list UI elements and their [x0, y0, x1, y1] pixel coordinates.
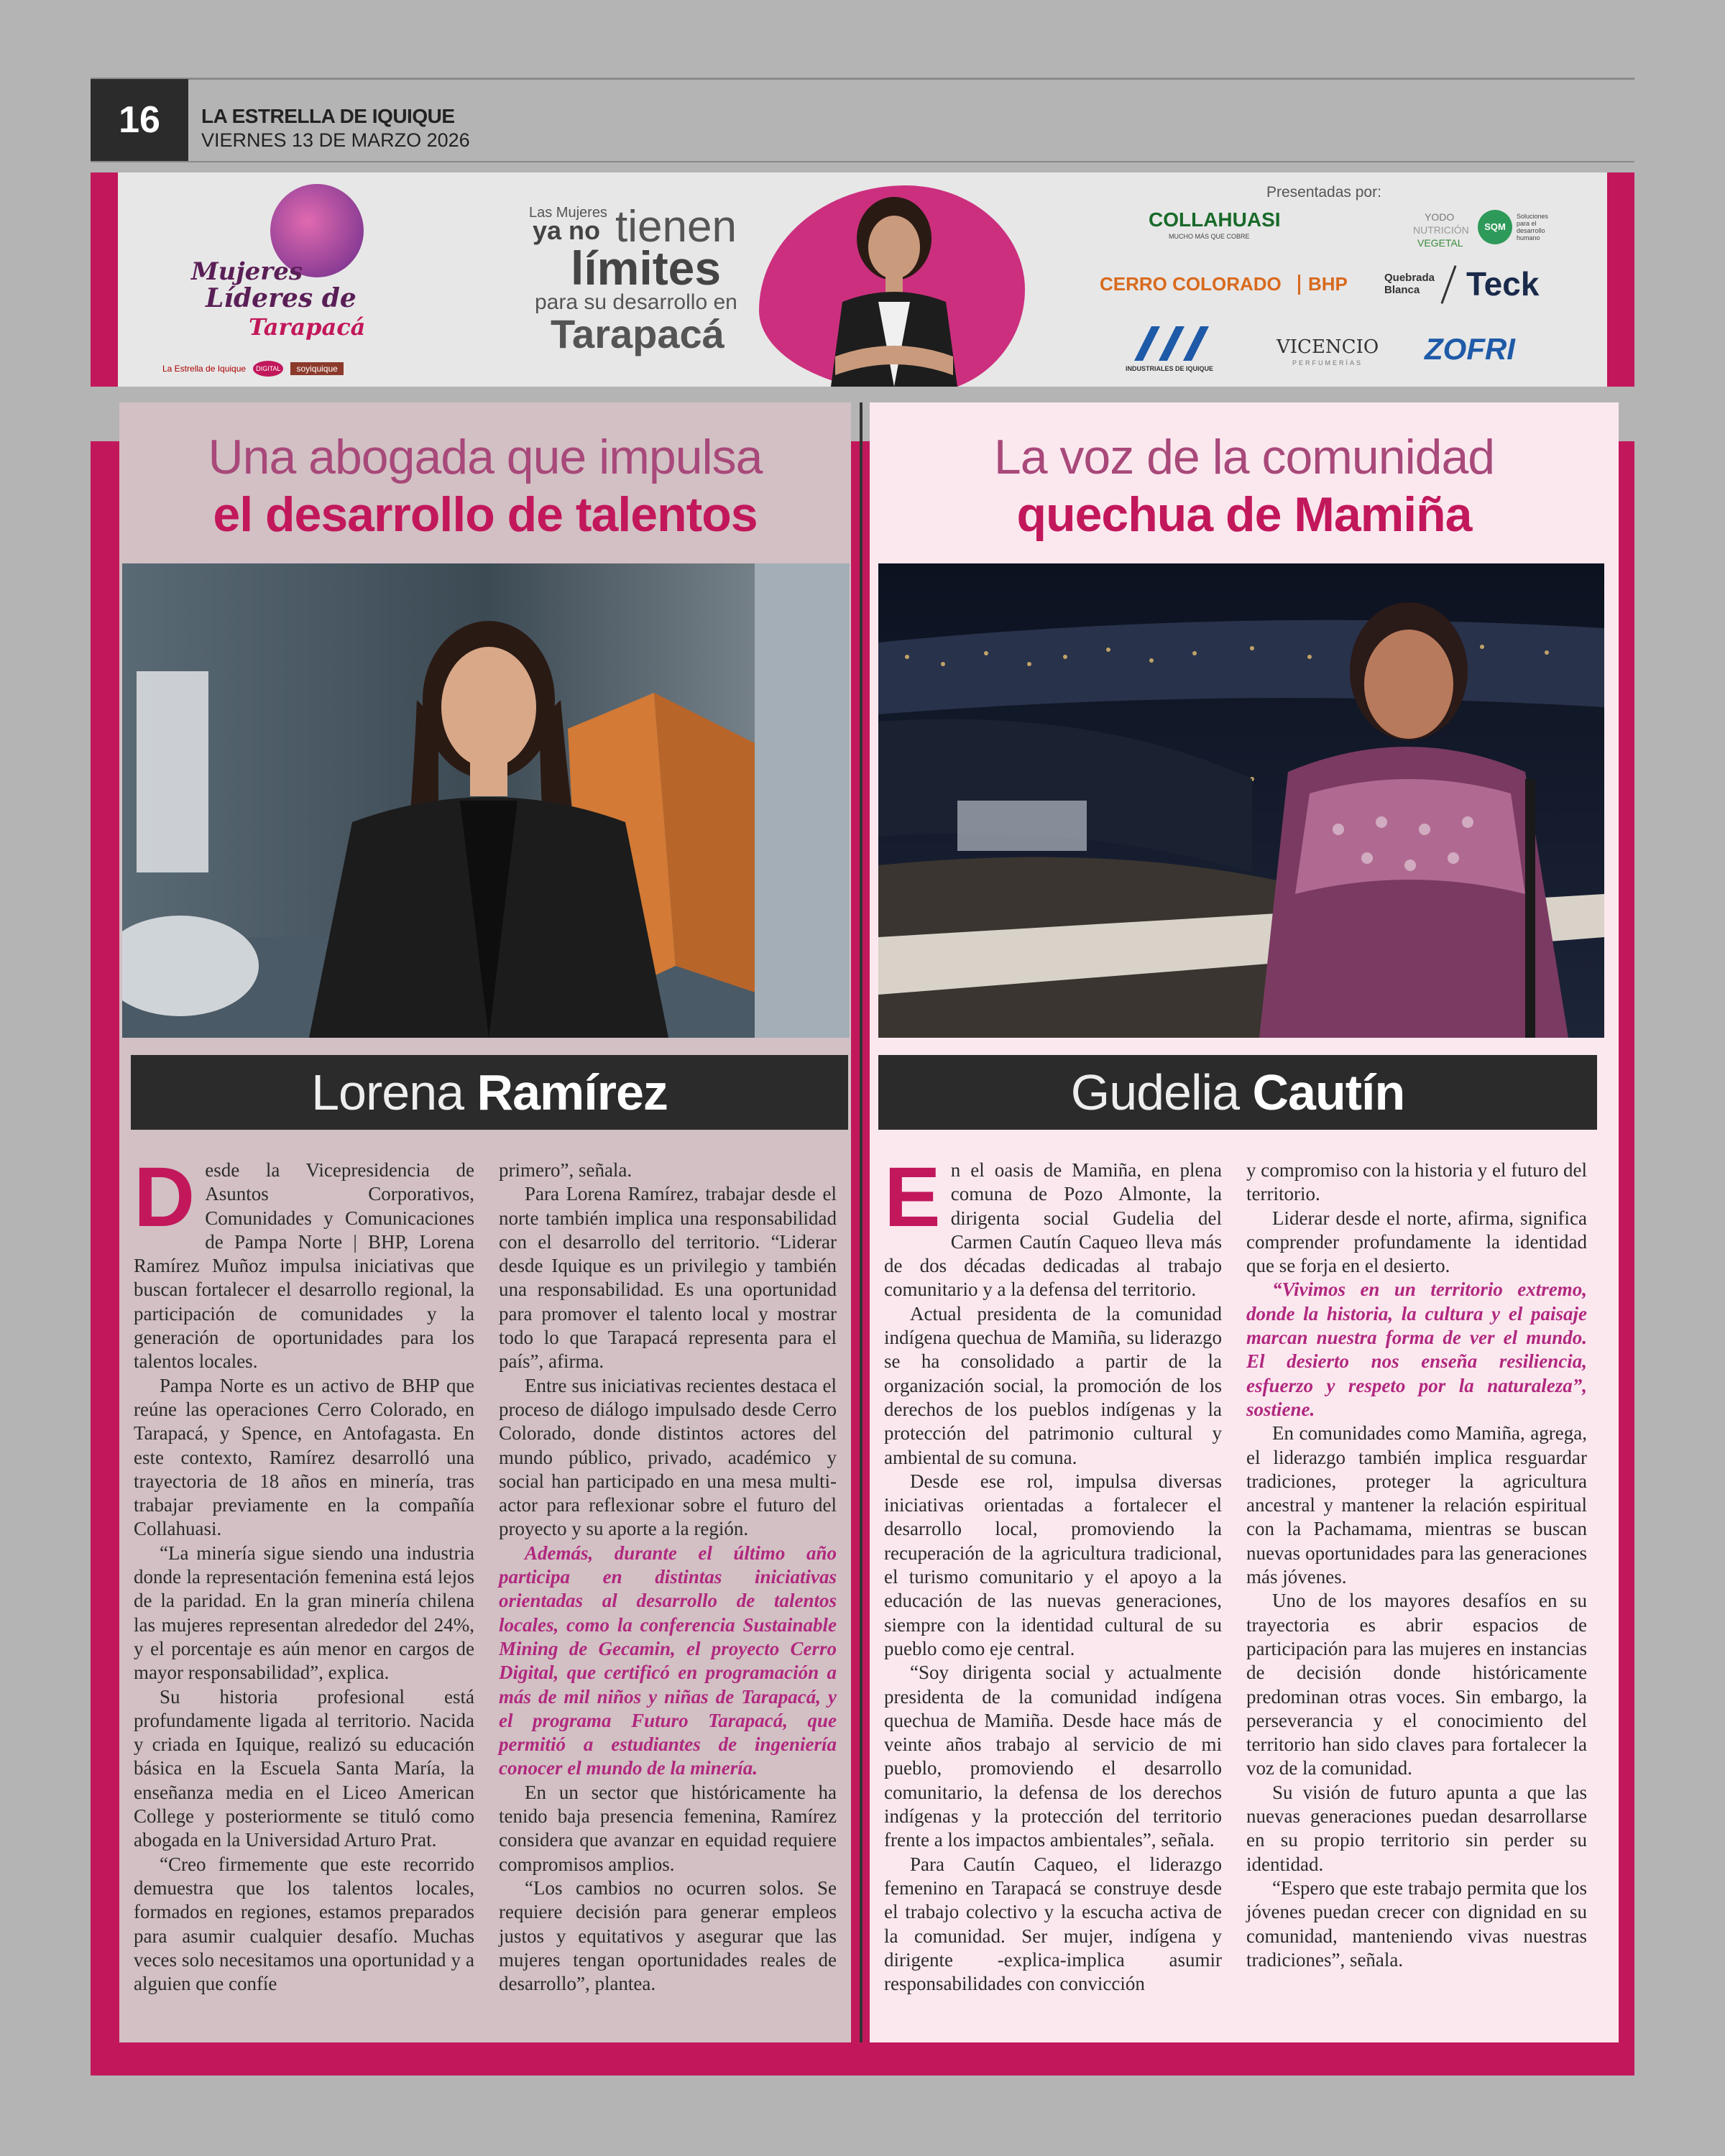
sponsor-collahuasi-tagline: MUCHO MÁS QUE COBRE	[1169, 233, 1250, 240]
sponsor-teck-logo: Teck	[1466, 265, 1540, 303]
paragraph: Uno de los mayores desafíos en su trayectoria es abrir espacios de participación para las mujeres en instancias de decisión donde históricamente predominan otras voces. Sin embargo, la perseverancia y el conocimiento del territorio han sido claves para fortalecer la voz de la comunidad.	[1246, 1590, 1587, 1779]
paragraph: Su historia profesional está profundamente ligada al territorio. Nacida y criada en Iquique, realizó su educación básica en la Escuela Santa María, la enseñanza media en el Liceo American College y posteriormente se tituló como abogada en la Universidad Arturo Prat.	[134, 1685, 474, 1851]
highlighted-paragraph: “Vivimos en un territorio extremo, donde la historia, la cultura y el paisaje marcan nuestra forma de ver el mundo. El desierto nos enseña resiliencia, esfuerzo y respeto por la naturaleza”, sostiene.	[1246, 1279, 1587, 1420]
sponsor-quebrada-blanca: Quebrada Blanca	[1384, 272, 1435, 296]
paragraph: Para Cautín Caqueo, el liderazgo femenino en Tarapacá se construye desde el trabajo colectivo y la escucha activa de la comunidad. Ser mujer, indígena y dirigente -explica-implica asumir responsabilidades con convicción	[884, 1853, 1222, 1995]
sponsor-industriales-label: INDUSTRIALES DE IQUIQUE	[1126, 365, 1214, 372]
sponsor-nutricion: NUTRICIÓN	[1413, 224, 1469, 236]
logo-text-line2: Líderes de	[206, 283, 356, 313]
logo-text-line1: Mujeres	[191, 257, 303, 286]
sponsors-heading: Presentadas por:	[1266, 184, 1381, 201]
right-name-bar	[878, 1055, 1597, 1130]
paragraph: Liderar desde el norte, afirma, significa comprender profundamente la identidad que se forja en el desierto.	[1246, 1207, 1587, 1277]
sponsor-sqm-logo: SQM	[1478, 210, 1512, 244]
paragraph: Para Lorena Ramírez, trabajar desde el norte también implica una responsabilidad con el desarrollo del territorio. “Liderar desde Iquique es un privilegio y también una responsabilidad. Es una oportunidad para promover el talento local y mostrar todo lo que Tarapacá representa para el país”, afirma.	[499, 1183, 837, 1373]
left-dropcap: D	[134, 1150, 196, 1245]
paragraph: Actual presidenta de la comunidad indígena quechua de Mamiña, su liderazgo se ha consolidado a partir de la organización social, la promoción de los derechos de los pueblos indígenas y la protección del patrimonio cultural y ambiental de su comuna.	[884, 1302, 1222, 1468]
paragraph: Entre sus iniciativas recientes destaca el proceso de diálogo impulsado desde Cerro Colorado, donde distintos actores del mundo público, privado, académico y social han participado en una mesa multi-actor para reflexionar sobre el futuro del proyecto y su aporte a la región.	[499, 1374, 837, 1540]
sponsor-industriales-icon	[1130, 323, 1220, 364]
slogan-region: Tarapacá	[551, 311, 724, 356]
gudelia-cautin-photo	[878, 563, 1604, 1038]
banner-left-bar	[91, 172, 118, 387]
newspaper-name: LA ESTRELLA DE IQUIQUE	[201, 105, 455, 127]
page-number: 16	[91, 79, 188, 161]
header-top-rule	[91, 78, 1634, 80]
left-person-first-name: Lorena	[311, 1064, 464, 1120]
slogan-para: para su desarrollo en	[535, 290, 737, 314]
sponsor-vegetal: VEGETAL	[1417, 237, 1463, 249]
media-partner: La Estrella de Iquique	[162, 364, 247, 374]
sponsor-yodo: YODO	[1425, 211, 1455, 223]
sponsor-bhp: BHP	[1308, 273, 1348, 295]
paragraph: esde la Vicepresidencia de Asuntos Corporativos, Comunidades y Comunicaciones de Pampa Norte | BHP, Lorena Ramírez Muñoz impulsa iniciativas que buscan fortalecer el desarrollo regional, la participación de comunidades y la generación de oportunidades para los talentos locales.	[134, 1159, 474, 1373]
slogan-small: Las Mujeres	[529, 205, 607, 221]
paragraph: Su visión de futuro apunta a que las nuevas generaciones puedan desarrollarse en su propio territorio sin perder su identidad.	[1246, 1781, 1587, 1875]
sponsor-zofri-logo: ZOFRI	[1425, 332, 1515, 366]
left-name-bar	[131, 1055, 848, 1130]
media-partner-strip	[162, 361, 378, 376]
paragraph: “Espero que este trabajo permita que los jóvenes puedan crecer con dignidad en su comunidad, manteniendo vivas nuestras tradiciones”, señala.	[1246, 1876, 1587, 1971]
sponsor-vicencio-tagline: PERFUMERÍAS	[1292, 359, 1363, 367]
logo-text-line3: Tarapacá	[249, 313, 366, 341]
banner-woman-illustration	[809, 194, 975, 387]
media-partner: DIGITAL	[253, 361, 283, 377]
slogan-ya-no: ya no	[533, 216, 601, 245]
paragraph: En comunidades como Mamiña, agrega, el liderazgo también implica resguardar tradiciones, proteger la agricultura ancestral y mantener la relación espiritual con la Pachamama, mientras se buscan nuevas oportunidades para las generaciones más jóvenes.	[1246, 1422, 1587, 1588]
paragraph: n el oasis de Mamiña, en plena comuna de Pozo Almonte, la dirigenta social Gudelia del Carmen Cautín Caqueo lleva más de dos décadas dedicadas al trabajo comunitario y a la defensa del territorio.	[884, 1159, 1222, 1301]
campaign-logo	[162, 178, 392, 379]
paragraph: “Los cambios no ocurren solos. Se requiere decisión para generar empleos justos y equitativos y asegurar que las mujeres tengan oportunidades reales de desarrollo”, plantea.	[499, 1876, 837, 1995]
right-article-column-2	[1246, 1158, 1587, 1972]
sponsor-collahuasi-logo: COLLAHUASI	[1149, 208, 1281, 231]
sponsor-sqm-tagline: Soluciones para el desarrollo humano	[1517, 213, 1549, 241]
paragraph: y compromiso con la historia y el futuro del territorio.	[1246, 1159, 1587, 1205]
sponsor-cerro-colorado: CERRO COLORADO	[1100, 273, 1282, 295]
left-title-line1: Una abogada que impulsa	[208, 430, 763, 484]
paragraph: “La minería sigue siendo una industria donde la representación femenina está lejos de la paridad. En la gran minería chilena las mujeres representan alrededor del 24%, y el porcentaje es aún menor en cargos de mayor responsabilidad”, explica.	[134, 1542, 474, 1684]
campaign-banner	[91, 172, 1634, 387]
paragraph: “Soy dirigenta social y actualmente presidenta de la comunidad indígena quechua de Mamiña. Desde hace más de veinte años trabajo al servicio de mi pueblo, promoviendo el desarrollo comunitario, la defensa de los derechos indígenas y la protección del territorio frente a los impactos ambientales”, señala.	[884, 1662, 1222, 1851]
paragraph: En un sector que históricamente ha tenido baja presencia femenina, Ramírez considera que avanzar en equidad requiere compromisos amplios.	[499, 1781, 837, 1875]
right-title-line2: quechua de Mamiña	[1016, 487, 1472, 542]
left-article-column-2	[499, 1158, 837, 1996]
media-partner: soyiquique	[290, 362, 343, 375]
banner-right-bar	[1607, 172, 1634, 387]
slogan-limites: límites	[571, 241, 722, 295]
column-divider	[860, 402, 862, 2042]
paragraph: Pampa Norte es un activo de BHP que reúne las operaciones Cerro Colorado, en Tarapacá, y Spence, en Antofagasta. En este contexto, Ramírez desarrolló una trayectoria de 18 años en minería, tras trabajar previamente en la compañía Collahuasi.	[134, 1374, 474, 1540]
left-article-column-1	[134, 1150, 474, 1996]
left-title-line2: el desarrollo de talentos	[213, 487, 758, 542]
sponsor-vicencio-logo: VICENCIO	[1276, 336, 1379, 358]
right-dropcap: E	[884, 1150, 941, 1245]
lorena-ramirez-photo	[122, 563, 850, 1038]
right-article-column-1	[884, 1150, 1222, 1996]
paragraph: Desde ese rol, impulsa diversas iniciativas orientadas a fortalecer el desarrollo local, promoviendo la recuperación de la agricultura tradicional, el turismo comunitario y el apoyo a la educación de las nuevas generaciones, siempre con la identidad cultural de su pueblo como eje central.	[884, 1470, 1222, 1659]
slogan-tienen: tienen	[615, 202, 737, 252]
left-article-title	[119, 428, 851, 543]
right-title-line1: La voz de la comunidad	[993, 430, 1495, 484]
right-person-last-name: Cautín	[1252, 1064, 1405, 1120]
paragraph: primero”, señala.	[499, 1159, 632, 1181]
issue-date: VIERNES 13 DE MARZO 2026	[201, 129, 470, 151]
highlighted-paragraph: Además, durante el último año participa en distintas iniciativas orientadas al desarrollo de talentos locales, como la conferencia Sustainable Mining de Gecamin, el proyecto Cerro Digital, que certificó en programación a más de mil niños y niñas de Tarapacá, y el programa Futuro Tarapacá, que permitió a estudiantes de ingeniería conocer el mundo de la minería.	[499, 1542, 837, 1779]
sponsor-separator	[1298, 275, 1300, 295]
right-person-first-name: Gudelia	[1070, 1064, 1240, 1120]
header-bottom-rule	[91, 161, 1634, 162]
left-person-last-name: Ramírez	[477, 1064, 668, 1120]
right-article-title	[870, 428, 1619, 543]
paragraph: “Creo firmemente que este recorrido demuestra que los talentos locales, formados en regiones, estamos preparados para asumir cualquier desafío. Muchas veces solo necesitamos una oportunidad y a alguien que confíe	[134, 1853, 474, 1995]
